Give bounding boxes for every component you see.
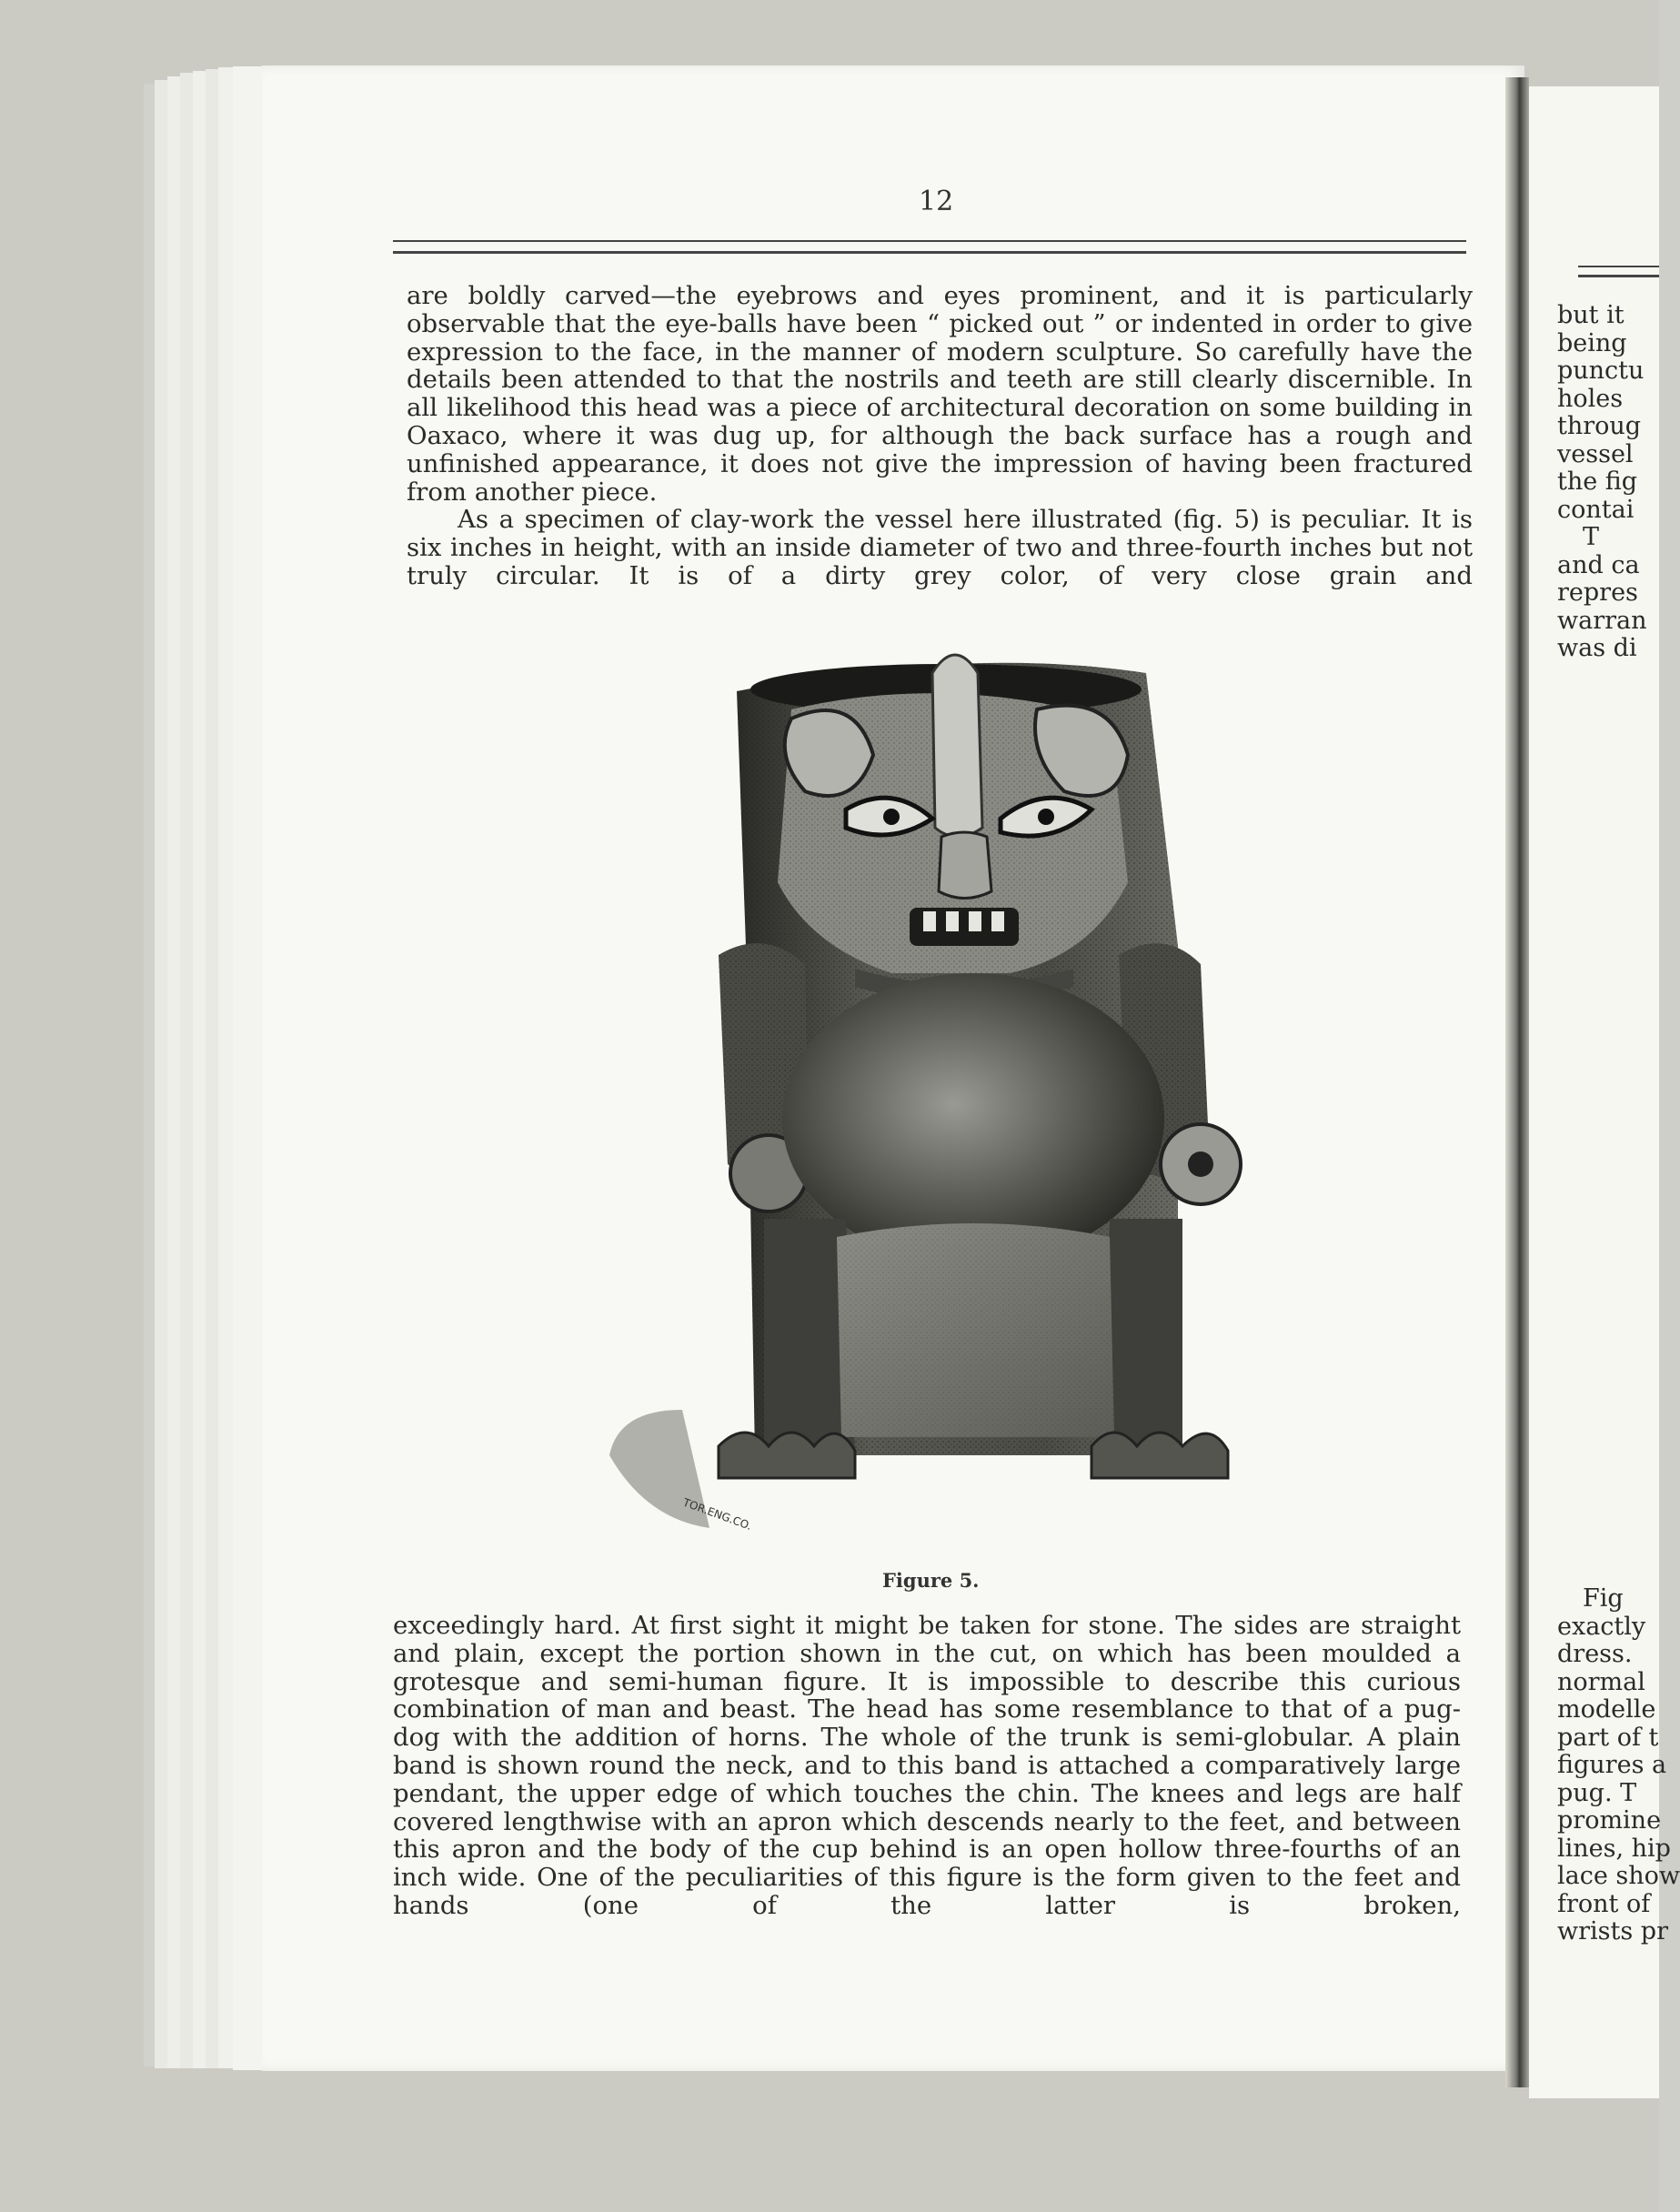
facing-line: front of xyxy=(1557,1889,1651,1918)
facing-line: the fig xyxy=(1557,468,1638,496)
horn xyxy=(932,655,982,837)
facing-line: repres xyxy=(1557,578,1638,607)
left-pupil xyxy=(883,809,900,825)
facing-line: Fig xyxy=(1583,1584,1624,1613)
facing-top-text xyxy=(1557,302,1647,663)
left-foot xyxy=(719,1433,855,1478)
facing-header-rule xyxy=(1578,275,1659,277)
paragraph: exceedingly hard. At first sight it might be taken for stone. The sides are straight and plain, except the portion shown in the cut, on which has been moulded a grotesque and semi-human figure. It is impossible to describe this curious combination of man and beast. The head has some resemblance to that of a pug-dog with the addition of horns. The whole of the trunk is semi-globular. A plain band is shown round the neck, and to this band is attached a comparatively large pendant, the upper edge of which touches the chin. The knees and legs are half covered lengthwise with an apron which descends nearly to the feet, and between this apron and the body of the cup behind is an open hollow three-fourths of an inch wide. One of the peculiarities of this figure is the form given to the feet and hands (one of the latter is broken, xyxy=(393,1611,1461,1920)
facing-bottom-text xyxy=(1557,1585,1680,1946)
nose xyxy=(939,832,991,899)
facing-line: wrists pr xyxy=(1557,1917,1668,1946)
header-rule xyxy=(393,240,1466,242)
tooth xyxy=(946,911,959,931)
facing-line: promine xyxy=(1557,1806,1662,1835)
facing-line: exactly xyxy=(1557,1612,1646,1641)
facing-line: warran xyxy=(1557,606,1647,635)
book-gutter xyxy=(1505,77,1529,2087)
figure-5-illustration xyxy=(582,655,1292,1555)
facing-line: normal xyxy=(1557,1667,1645,1696)
facing-line: punctu xyxy=(1557,357,1645,385)
tooth xyxy=(969,911,981,931)
page-edge xyxy=(206,69,219,2068)
page-edge xyxy=(233,66,263,2070)
facing-line: and ca xyxy=(1557,550,1640,579)
figure-caption: Figure 5. xyxy=(882,1569,980,1592)
facing-line: was di xyxy=(1557,634,1637,662)
facing-line: figures a xyxy=(1557,1751,1667,1779)
page-edge xyxy=(193,71,206,2068)
tooth xyxy=(991,911,1004,931)
paragraph: As a specimen of clay-work the vessel here illustrated (fig. 5) is peculiar. It is six inches in height, with an inside diameter of two and three-fourth inches but not truly circular. It is of a dirty grey color, of very close grain and xyxy=(407,505,1473,590)
tooth xyxy=(923,911,936,931)
facing-line: lines, hip xyxy=(1557,1834,1671,1863)
facing-line: T xyxy=(1583,523,1600,551)
right-foot xyxy=(1091,1433,1228,1478)
page-edge xyxy=(218,67,234,2068)
page-edge xyxy=(155,80,168,2068)
right-pupil xyxy=(1038,809,1054,825)
facing-line: but it xyxy=(1557,301,1625,329)
facing-line: being xyxy=(1557,328,1627,357)
page-number: 12 xyxy=(919,186,954,217)
page-edge xyxy=(167,76,181,2068)
facing-line: lace show xyxy=(1557,1862,1680,1890)
facing-line: part of t xyxy=(1557,1723,1659,1752)
paragraph: are boldly carved—the eyebrows and eyes prominent, and it is particularly observable that the eye-balls have been “ picked out ” or indented in order to give expression to the face, in the manner of modern sculpture. So carefully have the details been attended to that the nostrils and teeth are still clearly discernible. In all likelihood this head was a piece of architectural decoration on some building in Oaxaco, where it was dug up, for although the back surface has a rough and unfinished appearance, it does not give the impression of having been fractured from another piece. xyxy=(407,281,1473,507)
facing-line: contai xyxy=(1557,495,1635,524)
facing-line: holes xyxy=(1557,384,1624,413)
header-rule xyxy=(393,251,1466,254)
facing-line: throug xyxy=(1557,412,1642,440)
facing-line: pug. T xyxy=(1557,1778,1637,1807)
facing-line: vessel xyxy=(1557,439,1634,468)
facing-line: modelle xyxy=(1557,1695,1656,1724)
facing-line: dress. xyxy=(1557,1640,1633,1668)
top-text-block xyxy=(407,282,1473,590)
facing-header-rule xyxy=(1578,266,1659,267)
bottom-text-block xyxy=(393,1612,1461,1920)
right-hand-centre xyxy=(1188,1151,1213,1177)
apron-texture xyxy=(837,1223,1114,1437)
page-edge xyxy=(180,73,194,2068)
engraver-mark: TOR.ENG.CO. xyxy=(680,1495,754,1533)
